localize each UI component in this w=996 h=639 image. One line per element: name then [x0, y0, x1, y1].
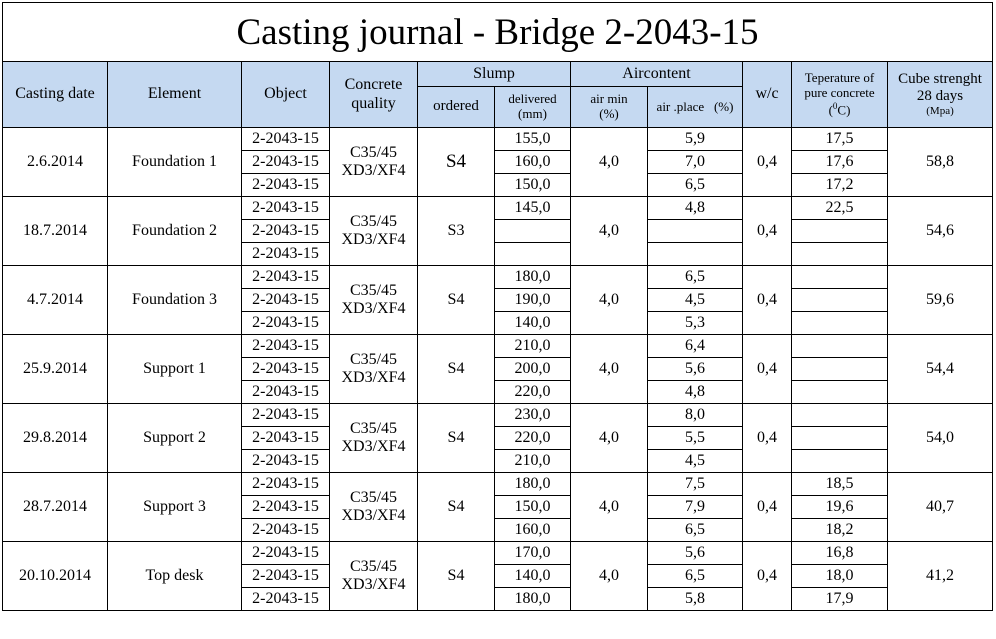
cube-strength-cell: 54,4	[888, 335, 993, 404]
temperature-cell	[792, 358, 888, 381]
air-min-cell: 4,0	[571, 404, 648, 473]
header-cube-strength: Cube strenght 28 days (Mpa)	[888, 62, 993, 128]
page-title: Casting journal - Bridge 2-2043-15	[3, 3, 993, 62]
journal-body	[3, 128, 993, 611]
header-wc: w/c	[743, 62, 792, 128]
object-cell: 2-2043-15	[242, 542, 330, 565]
wc-cell: 0,4	[743, 335, 792, 404]
object-cell: 2-2043-15	[242, 519, 330, 542]
wc-cell: 0,4	[743, 542, 792, 611]
air-place-cell: 4,8	[648, 381, 743, 404]
concrete-quality-cell: C35/45 XD3/XF4	[330, 335, 418, 404]
element-cell: Support 2	[108, 404, 242, 473]
object-cell: 2-2043-15	[242, 450, 330, 473]
slump-delivered-cell: 150,0	[495, 496, 571, 519]
temperature-cell	[792, 450, 888, 473]
slump-delivered-cell: 220,0	[495, 427, 571, 450]
temperature-cell: 18,2	[792, 519, 888, 542]
temperature-cell: 22,5	[792, 197, 888, 220]
temperature-cell	[792, 289, 888, 312]
header-ordered: ordered	[418, 87, 495, 128]
table-row	[3, 335, 993, 358]
air-place-cell: 5,6	[648, 542, 743, 565]
casting-date-cell: 28.7.2014	[3, 473, 108, 542]
casting-date-cell: 4.7.2014	[3, 266, 108, 335]
header-air-min: air min (%)	[571, 87, 648, 128]
object-cell: 2-2043-15	[242, 312, 330, 335]
table-row	[3, 404, 993, 427]
air-min-cell: 4,0	[571, 473, 648, 542]
cube-strength-cell: 54,0	[888, 404, 993, 473]
air-place-cell: 7,0	[648, 151, 743, 174]
slump-delivered-cell: 155,0	[495, 128, 571, 151]
slump-delivered-cell: 160,0	[495, 519, 571, 542]
element-cell: Support 1	[108, 335, 242, 404]
air-place-cell: 4,8	[648, 197, 743, 220]
concrete-quality-cell: C35/45 XD3/XF4	[330, 473, 418, 542]
temperature-cell: 18,5	[792, 473, 888, 496]
cube-strength-cell: 41,2	[888, 542, 993, 611]
slump-delivered-cell	[495, 243, 571, 266]
air-min-cell: 4,0	[571, 335, 648, 404]
air-place-cell: 7,5	[648, 473, 743, 496]
concrete-quality-cell: C35/45 XD3/XF4	[330, 128, 418, 197]
element-cell: Top desk	[108, 542, 242, 611]
concrete-quality-cell: C35/45 XD3/XF4	[330, 404, 418, 473]
table-row	[3, 542, 993, 565]
slump-delivered-cell: 190,0	[495, 289, 571, 312]
cube-strength-cell: 54,6	[888, 197, 993, 266]
object-cell: 2-2043-15	[242, 335, 330, 358]
air-min-cell: 4,0	[571, 266, 648, 335]
slump-delivered-cell: 200,0	[495, 358, 571, 381]
casting-date-cell: 29.8.2014	[3, 404, 108, 473]
cube-strength-cell: 59,6	[888, 266, 993, 335]
header-delivered: delivered (mm)	[495, 87, 571, 128]
air-place-cell: 7,9	[648, 496, 743, 519]
temperature-cell: 17,2	[792, 174, 888, 197]
slump-delivered-cell: 160,0	[495, 151, 571, 174]
temperature-cell: 16,8	[792, 542, 888, 565]
air-place-cell: 6,5	[648, 266, 743, 289]
object-cell: 2-2043-15	[242, 427, 330, 450]
slump-delivered-cell: 180,0	[495, 266, 571, 289]
concrete-quality-cell: C35/45 XD3/XF4	[330, 197, 418, 266]
object-cell: 2-2043-15	[242, 588, 330, 611]
header-aircontent: Aircontent	[571, 62, 743, 87]
casting-date-cell: 18.7.2014	[3, 197, 108, 266]
slump-delivered-cell: 145,0	[495, 197, 571, 220]
slump-delivered-cell: 170,0	[495, 542, 571, 565]
element-cell: Foundation 3	[108, 266, 242, 335]
wc-cell: 0,4	[743, 197, 792, 266]
slump-ordered-cell: S4	[418, 128, 495, 197]
object-cell: 2-2043-15	[242, 404, 330, 427]
slump-delivered-cell: 210,0	[495, 450, 571, 473]
header-temperature: Teperature of pure concrete ($^0$C)	[792, 62, 888, 128]
temperature-cell: 17,9	[792, 588, 888, 611]
object-cell: 2-2043-15	[242, 174, 330, 197]
slump-delivered-cell: 210,0	[495, 335, 571, 358]
wc-cell: 0,4	[743, 404, 792, 473]
slump-delivered-cell: 150,0	[495, 174, 571, 197]
air-place-cell: 5,3	[648, 312, 743, 335]
temperature-cell: 19,6	[792, 496, 888, 519]
temperature-cell	[792, 381, 888, 404]
casting-date-cell: 2.6.2014	[3, 128, 108, 197]
slump-delivered-cell: 140,0	[495, 565, 571, 588]
concrete-quality-cell: C35/45 XD3/XF4	[330, 266, 418, 335]
element-cell: Foundation 2	[108, 197, 242, 266]
air-min-cell: 4,0	[571, 128, 648, 197]
concrete-quality-cell: C35/45 XD3/XF4	[330, 542, 418, 611]
slump-delivered-cell: 140,0	[495, 312, 571, 335]
object-cell: 2-2043-15	[242, 197, 330, 220]
table-row	[3, 473, 993, 496]
table-row	[3, 197, 993, 220]
wc-cell: 0,4	[743, 128, 792, 197]
temperature-cell	[792, 427, 888, 450]
object-cell: 2-2043-15	[242, 243, 330, 266]
header-concrete-quality: Concrete quality	[330, 62, 418, 128]
temperature-cell	[792, 312, 888, 335]
table-row	[3, 266, 993, 289]
slump-delivered-cell	[495, 220, 571, 243]
slump-delivered-cell: 180,0	[495, 473, 571, 496]
air-place-cell	[648, 220, 743, 243]
header-slump: Slump	[418, 62, 571, 87]
slump-delivered-cell: 230,0	[495, 404, 571, 427]
temperature-cell: 17,5	[792, 128, 888, 151]
object-cell: 2-2043-15	[242, 473, 330, 496]
temperature-cell	[792, 243, 888, 266]
air-place-cell: 4,5	[648, 450, 743, 473]
object-cell: 2-2043-15	[242, 151, 330, 174]
object-cell: 2-2043-15	[242, 266, 330, 289]
header-casting-date: Casting date	[3, 62, 108, 128]
temperature-cell: 18,0	[792, 565, 888, 588]
element-cell: Support 3	[108, 473, 242, 542]
object-cell: 2-2043-15	[242, 381, 330, 404]
casting-date-cell: 25.9.2014	[3, 335, 108, 404]
air-place-cell: 6,4	[648, 335, 743, 358]
slump-ordered-cell: S4	[418, 335, 495, 404]
slump-ordered-cell: S3	[418, 197, 495, 266]
temperature-cell	[792, 220, 888, 243]
cube-strength-cell: 58,8	[888, 128, 993, 197]
temperature-cell	[792, 335, 888, 358]
wc-cell: 0,4	[743, 266, 792, 335]
slump-ordered-cell: S4	[418, 542, 495, 611]
header-element: Element	[108, 62, 242, 128]
air-place-cell: 4,5	[648, 289, 743, 312]
slump-delivered-cell: 180,0	[495, 588, 571, 611]
air-place-cell: 6,5	[648, 174, 743, 197]
air-place-cell: 5,5	[648, 427, 743, 450]
air-min-cell: 4,0	[571, 197, 648, 266]
object-cell: 2-2043-15	[242, 289, 330, 312]
wc-cell: 0,4	[743, 473, 792, 542]
air-place-cell: 5,9	[648, 128, 743, 151]
element-cell: Foundation 1	[108, 128, 242, 197]
temperature-cell: 17,6	[792, 151, 888, 174]
air-place-cell: 5,8	[648, 588, 743, 611]
casting-date-cell: 20.10.2014	[3, 542, 108, 611]
casting-journal-table	[2, 2, 993, 611]
object-cell: 2-2043-15	[242, 128, 330, 151]
slump-ordered-cell: S4	[418, 473, 495, 542]
slump-ordered-cell: S4	[418, 266, 495, 335]
header-air-place: air .place (%)	[648, 87, 743, 128]
temperature-cell	[792, 266, 888, 289]
air-place-cell: 5,6	[648, 358, 743, 381]
header-object: Object	[242, 62, 330, 128]
air-min-cell: 4,0	[571, 542, 648, 611]
air-place-cell: 6,5	[648, 565, 743, 588]
temperature-cell	[792, 404, 888, 427]
slump-ordered-cell: S4	[418, 404, 495, 473]
object-cell: 2-2043-15	[242, 358, 330, 381]
table-row	[3, 128, 993, 151]
cube-strength-cell: 40,7	[888, 473, 993, 542]
object-cell: 2-2043-15	[242, 220, 330, 243]
air-place-cell	[648, 243, 743, 266]
air-place-cell: 6,5	[648, 519, 743, 542]
slump-delivered-cell: 220,0	[495, 381, 571, 404]
air-place-cell: 8,0	[648, 404, 743, 427]
object-cell: 2-2043-15	[242, 496, 330, 519]
object-cell: 2-2043-15	[242, 565, 330, 588]
